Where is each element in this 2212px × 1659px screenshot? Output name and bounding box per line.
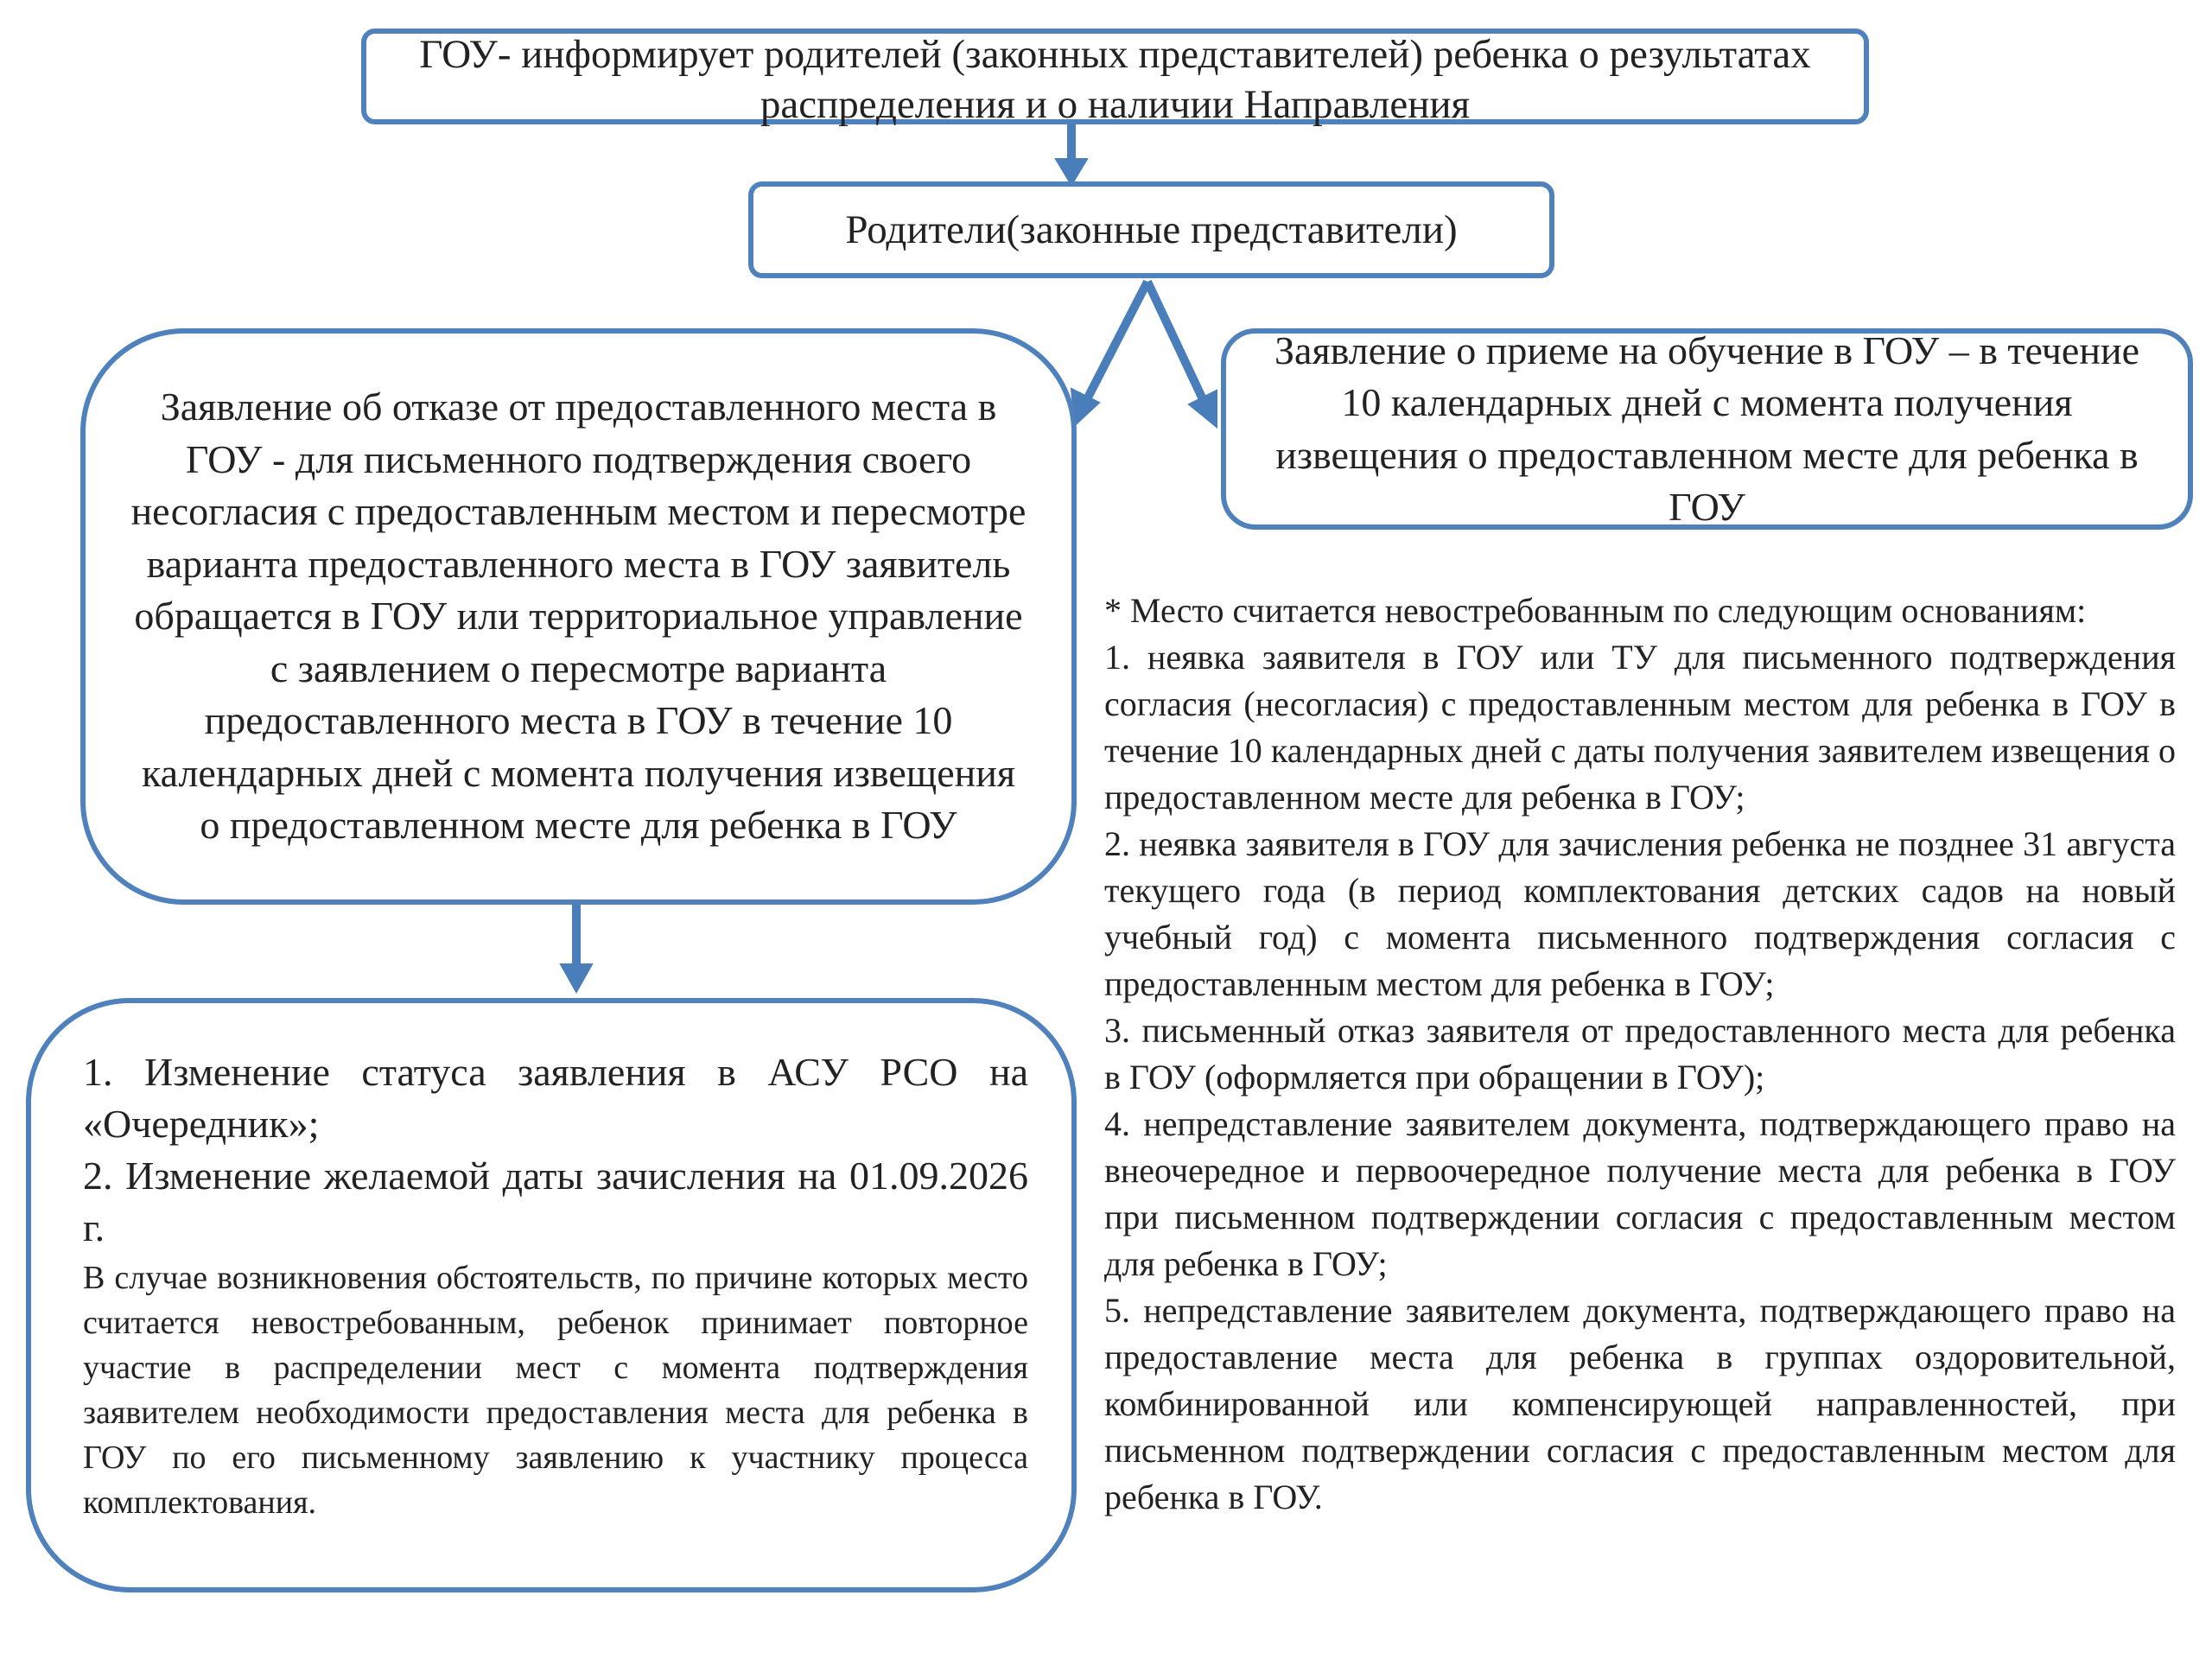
enrollment-date-item: 2. Изменение желаемой даты зачисления на 01.09.2026 г. — [83, 1154, 1028, 1249]
note-item-3: 3. письменный отказ заявителя от предоставленного места для ребенка в ГОУ (оформляется при обращении в ГОУ); — [1104, 1011, 2176, 1096]
note-item-1: 1. неявка заявителя в ГОУ или ТУ для письменного подтверждения согласия (несогласия) с предоставленным местом для ребенка в ГОУ в течение 10 календарных дней с даты получения заявителем извещения о предоставленном месте для ребенка в ГОУ; — [1104, 638, 2176, 817]
queue-status-box — [26, 998, 1077, 1592]
unclaimed-place-notes — [1104, 588, 2176, 1521]
note-item-4: 4. непредставление заявителем документа, подтверждающего право на внеочередное и первоочередное получение места для ребенка в ГОУ при письменном подтверждении согласия с предоставленным местом для ребенка в ГОУ; — [1104, 1104, 2176, 1283]
parents-box — [748, 181, 1554, 278]
parents-text: Родители(законные представители) — [845, 207, 1458, 252]
inform-parents-text: ГОУ- информирует родителей (законных представителей) ребенка о результатах распределения и о наличии Направления — [419, 31, 1811, 127]
note-item-5: 5. непредставление заявителем документа, подтверждающего право на предоставление места для ребенка в группах оздоровительной, комбинированной или компенсирующей направленностей, при письменном подтверждении согласия с предоставленным местом для ребенка в ГОУ. — [1104, 1291, 2176, 1516]
admission-application-text: Заявление о приеме на обучение в ГОУ – в течение 10 календарных дней с момента получения извещения о предоставленном месте для ребенка в ГОУ — [1274, 327, 2139, 529]
admission-application-box — [1221, 328, 2193, 530]
refusal-application-box — [80, 328, 1077, 905]
arrow-parents-to-admission — [1147, 282, 1217, 427]
note-item-2: 2. неявка заявителя в ГОУ для зачисления ребенка не позднее 31 августа текущего года (в период комплектования детских садов на новый учебный год) с момента письменного подтверждения согласия с предоставленным местом для ребенка в ГОУ; — [1104, 824, 2176, 1003]
inform-parents-box — [361, 29, 1869, 127]
arrow-top-to-parents — [1056, 124, 1087, 185]
status-change-item: 1. Изменение статуса заявления в АСУ РСО на «Очередник»; — [83, 1050, 1028, 1146]
arrow-refusal-to-result — [561, 905, 592, 992]
arrow-parents-to-refusal — [1071, 282, 1147, 425]
refusal-application-text: Заявление об отказе от предоставленного места в ГОУ - для письменного подтверждения своего несогласия с предоставленным местом и пересмотре варианта предоставленного места в ГОУ заявитель обращается в ГОУ или территориальное управление с заявлением о пересмотре варианта предоставленного места в ГОУ в течение 10 календарных дней с момента получения извещения о предоставленном месте для ребенка в ГОУ — [130, 385, 1027, 848]
repeat-distribution-note: В случае возникновения обстоятельств, по причине которых место считается невостребованным, ребенок принимает повторное участие в распределении мест с момента подтверждения заявителем необходимости предоставления места для ребенка в ГОУ по его письменному заявлению к участнику процесса комплектования. — [83, 1260, 1028, 1521]
notes-intro: * Место считается невостребованным по следующим основаниям: — [1104, 591, 2087, 630]
